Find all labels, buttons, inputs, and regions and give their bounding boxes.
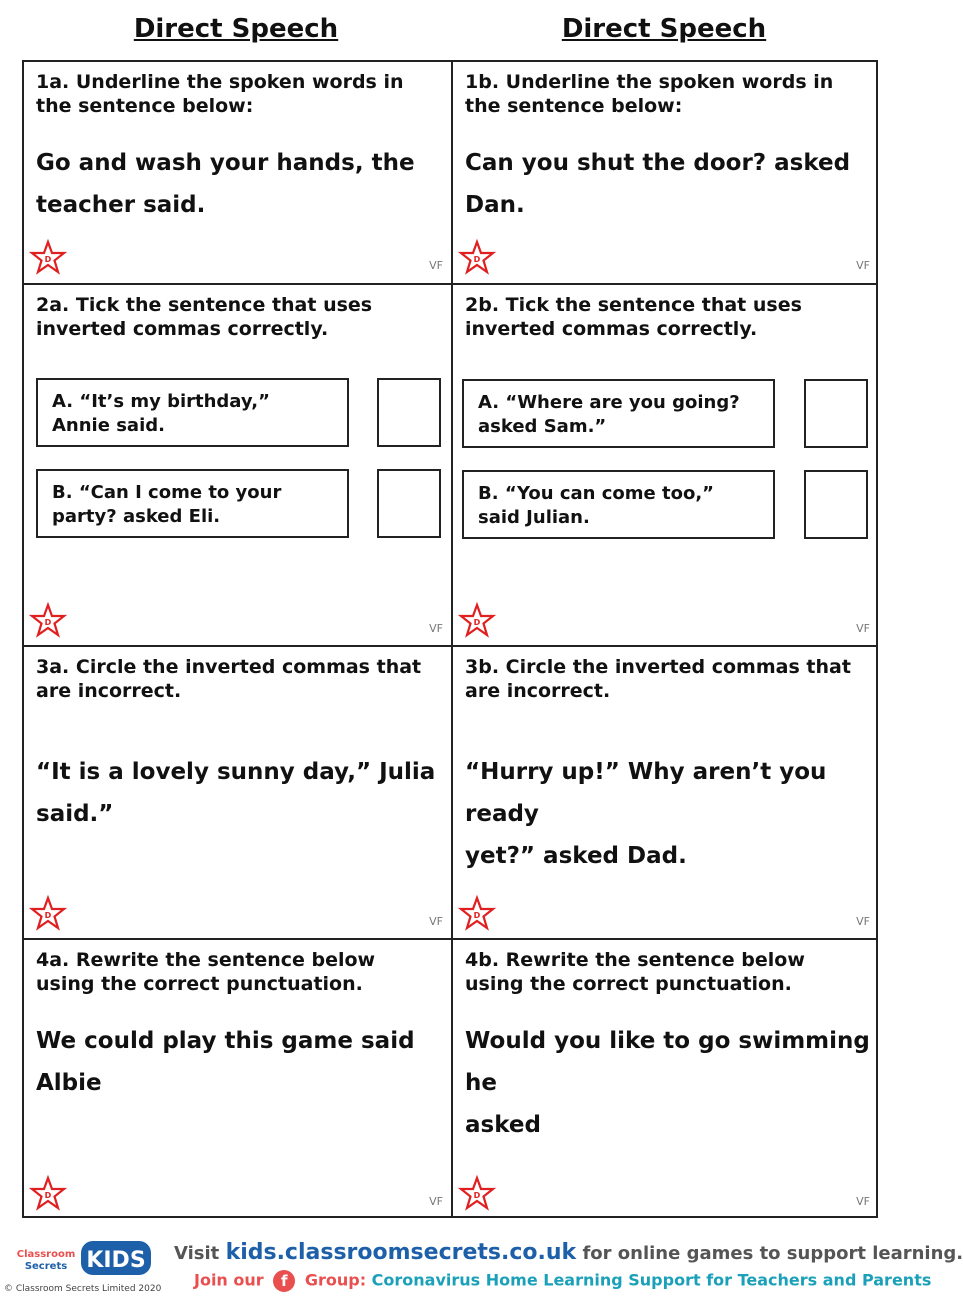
question-sentence xyxy=(465,1020,870,1146)
vf-label: VF xyxy=(856,259,870,272)
question-prompt: 4a. Rewrite the sentence below using the correct punctuation. xyxy=(36,949,376,995)
star-letter: D xyxy=(473,911,481,920)
question-sentence xyxy=(465,751,870,877)
question-2b xyxy=(453,285,878,645)
join-line xyxy=(194,1270,931,1292)
page-headers xyxy=(22,14,878,50)
question-1b xyxy=(453,62,878,283)
footer xyxy=(0,1232,963,1300)
header-left-title: Direct Speech xyxy=(133,14,339,44)
question-1a xyxy=(24,62,451,283)
difficulty-star-icon xyxy=(30,896,66,932)
visit-prefix: Visit xyxy=(174,1243,220,1264)
sentence-line: Can you shut the door? asked Dan. xyxy=(465,150,851,218)
svg-text:KIDS: KIDS xyxy=(86,1248,146,1273)
sentence-line: Would you like to go swimming he xyxy=(465,1028,870,1096)
question-prompt: 4b. Rewrite the sentence below using the correct punctuation. xyxy=(465,949,805,995)
option-b: B. “You can come too,” said Julian. xyxy=(462,470,775,539)
option-a: A. “It’s my birthday,” Annie said. xyxy=(36,378,349,447)
question-prompt: 2b. Tick the sentence that uses inverted commas correctly. xyxy=(465,294,802,340)
question-prompt: 1a. Underline the spoken words in the sentence below: xyxy=(36,71,404,117)
tick-box-b[interactable] xyxy=(377,469,441,538)
question-sentence xyxy=(36,1020,441,1104)
svg-text:Classroom: Classroom xyxy=(16,1249,76,1260)
tick-box-b[interactable] xyxy=(804,470,868,539)
star-letter: D xyxy=(44,911,52,920)
question-2a xyxy=(24,285,451,645)
star-letter: D xyxy=(44,1191,52,1200)
question-sentence xyxy=(465,142,870,226)
star-letter: D xyxy=(44,255,52,264)
question-prompt: 1b. Underline the spoken words in the sentence below: xyxy=(465,71,834,117)
group-name-link[interactable]: Coronavirus Home Learning Support for Teachers and Parents xyxy=(371,1270,932,1290)
difficulty-star-icon xyxy=(30,240,66,276)
difficulty-star-icon xyxy=(459,1176,495,1212)
option-a: A. “Where are you going? asked Sam.” xyxy=(462,379,775,448)
question-4a xyxy=(24,940,451,1218)
visit-suffix: for online games to support learning. xyxy=(582,1243,963,1264)
sentence-line: said.” xyxy=(36,801,114,827)
question-sentence xyxy=(36,142,441,226)
difficulty-star-icon xyxy=(30,603,66,639)
difficulty-star-icon xyxy=(459,603,495,639)
star-letter: D xyxy=(473,618,481,627)
sentence-line: Go and wash your hands, the xyxy=(36,150,415,176)
join-prefix: Join our xyxy=(194,1270,264,1290)
tick-box-a[interactable] xyxy=(804,379,868,448)
group-label: Group: xyxy=(304,1270,367,1290)
vf-label: VF xyxy=(429,915,443,928)
star-letter: D xyxy=(473,1191,481,1200)
question-3a xyxy=(24,647,451,938)
question-4b xyxy=(453,940,878,1218)
sentence-line: yet?” asked Dad. xyxy=(465,843,687,869)
vf-label: VF xyxy=(429,259,443,272)
question-prompt: 3a. Circle the inverted commas that are incorrect. xyxy=(36,656,422,702)
svg-text:Secrets: Secrets xyxy=(24,1261,68,1272)
facebook-icon: f xyxy=(273,1270,295,1292)
question-prompt: 3b. Circle the inverted commas that are incorrect. xyxy=(465,656,851,702)
sentence-line: “It is a lovely sunny day,” Julia xyxy=(36,759,436,785)
sentence-line: “Hurry up!” Why aren’t you ready xyxy=(465,759,827,827)
website-link[interactable]: kids.classroomsecrets.co.uk xyxy=(225,1240,577,1265)
copyright-text: © Classroom Secrets Limited 2020 xyxy=(4,1284,162,1294)
vf-label: VF xyxy=(429,622,443,635)
vf-label: VF xyxy=(856,915,870,928)
star-letter: D xyxy=(44,618,52,627)
difficulty-star-icon xyxy=(30,1176,66,1212)
sentence-line: teacher said. xyxy=(36,192,206,218)
sentence-line: We could play this game said Albie xyxy=(36,1028,415,1096)
visit-line xyxy=(174,1240,963,1265)
kids-logo xyxy=(80,1238,152,1278)
worksheet-grid xyxy=(22,60,878,1218)
sentence-line: asked xyxy=(465,1112,541,1138)
star-letter: D xyxy=(473,255,481,264)
vf-label: VF xyxy=(429,1195,443,1208)
header-right-title: Direct Speech xyxy=(561,14,767,44)
difficulty-star-icon xyxy=(459,896,495,932)
vf-label: VF xyxy=(856,622,870,635)
question-prompt: 2a. Tick the sentence that uses inverted commas correctly. xyxy=(36,294,373,340)
difficulty-star-icon xyxy=(459,240,495,276)
vf-label: VF xyxy=(856,1195,870,1208)
classroom-secrets-logo xyxy=(14,1240,78,1280)
question-3b xyxy=(453,647,878,938)
option-b: B. “Can I come to your party? asked Eli. xyxy=(36,469,349,538)
tick-box-a[interactable] xyxy=(377,378,441,447)
question-sentence xyxy=(36,751,441,835)
